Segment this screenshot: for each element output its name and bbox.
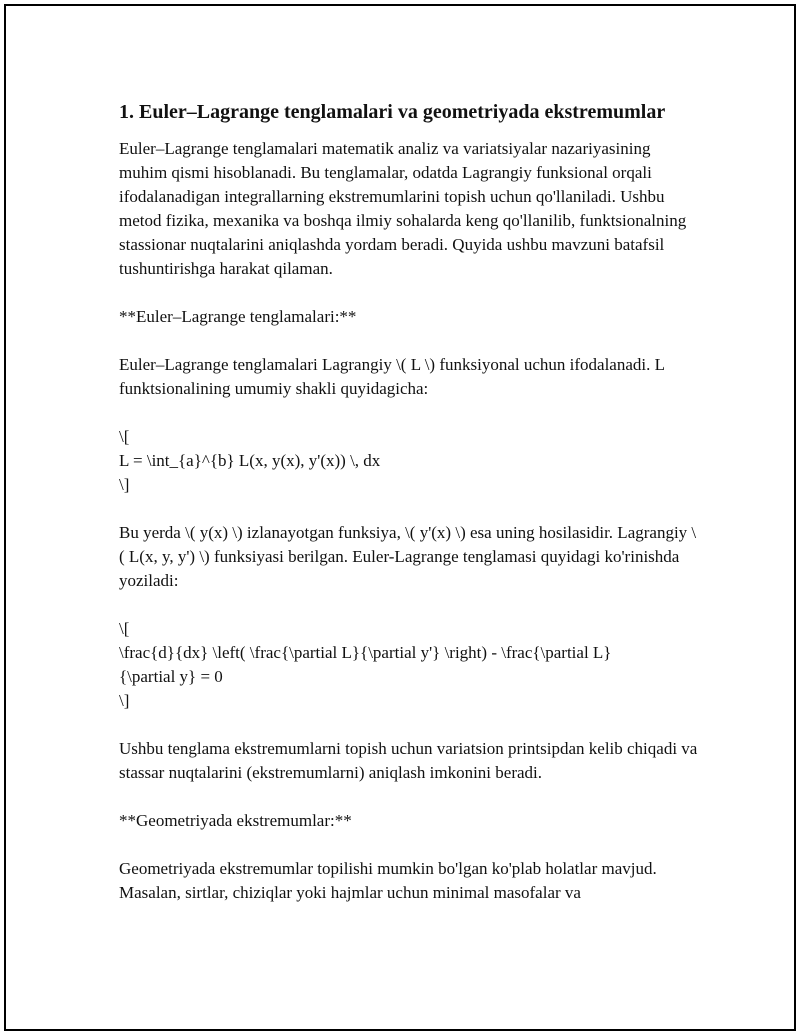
document-body [119,98,702,929]
page-frame [4,4,796,1031]
page-title: 1. Euler–Lagrange tenglamalari va geometriyada ekstremumlar [119,101,666,123]
equation-purpose-paragraph: Ushbu tenglama ekstremumlarni topish uchun variatsion printsipdan kelib chiqadi va stassar nuqtalarini (ekstremumlarni) aniqlash imkonini beradi. [119,739,702,782]
intro-paragraph: Euler–Lagrange tenglamalari matematik analiz va variatsiyalar nazariyasining muhim qismi hisoblanadi. Bu tenglamalar, odatda Lagrangiy funksional orqali ifodalanadigan integrallarning ekstremumlarini topish uchun qo'llaniladi. Ushbu metod fizika, mexanika va boshqa ilmiy sohalarda keng qo'llanilib, funktsionalning stassionar nuqtalarini aniqlashda yordam beradi. Quyida ushbu mavzuni batafsil tushuntirishga harakat qilaman. [119,139,691,278]
functional-description-paragraph: Euler–Lagrange tenglamalari Lagrangiy \( L \) funksiyonal uchun ifodalanadi. L funktsionalining umumiy shakli quyidagicha: [119,355,669,398]
functional-formula: \[ L = \int_{a}^{b} L(x, y(x), y'(x)) \, dx \] [119,427,381,494]
section-heading-euler-lagrange: **Euler–Lagrange tenglamalari:** [119,307,357,326]
variables-explanation-paragraph: Bu yerda \( y(x) \) izlanayotgan funksiya, \( y'(x) \) esa uning hosilasidir. Lagrangiy \( L(x, y, y') \) funksiyasi berilgan. Euler-Lagrange tenglamasi quyidagi ko'rinishda yoziladi: [119,523,697,590]
section-heading-geometry: **Geometriyada ekstremumlar:** [119,811,352,830]
geometry-paragraph: Geometriyada ekstremumlar topilishi mumkin bo'lgan ko'plab holatlar mavjud. Masalan, sirtlar, chiziqlar yoki hajmlar uchun minimal masofalar va [119,859,661,902]
euler-lagrange-equation: \[ \frac{d}{dx} \left( \frac{\partial L}{\partial y'} \right) - \frac{\partial L} {\partial y} = 0 \] [119,619,612,710]
